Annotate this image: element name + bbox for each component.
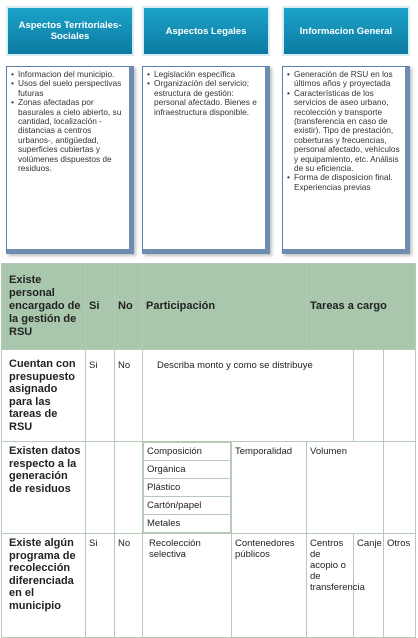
panel-list bbox=[11, 70, 126, 173]
question-recoleccion: Existe algún programa de recolección diferenciada en el municipio bbox=[2, 534, 86, 638]
header-no: No bbox=[115, 264, 143, 350]
question-personal: Existe personal encargado de la gestión de RSU bbox=[2, 264, 86, 350]
panel-title: Aspectos Legales bbox=[142, 6, 270, 56]
panel-informacion-general bbox=[282, 6, 410, 254]
list-item: • Informacion del municipio. bbox=[11, 70, 126, 79]
list-item: • Generación de RSU en los últimos años y proyectada bbox=[287, 70, 402, 89]
panel-body bbox=[6, 66, 134, 254]
panel-body bbox=[282, 66, 410, 254]
list-item: • Características de los servicios de aseo urbano, recolección y transporte (transferencia en caso de existir). Tipo de prestación, coberturas y frecuencias, personal afectado, vehículos y equipamiento, etc. Análisis de su eficiencia. bbox=[287, 89, 402, 174]
option-recoleccion-selectiva: Recolección selectiva bbox=[143, 534, 232, 638]
panel-aspectos-territoriales bbox=[6, 6, 134, 254]
panel-list bbox=[147, 70, 262, 117]
table-row bbox=[2, 442, 416, 534]
question-presupuesto: Cuentan con presupuesto asignado para las tareas de RSU bbox=[2, 350, 86, 442]
table-row bbox=[2, 350, 416, 442]
composicion-item: Metales bbox=[144, 515, 231, 533]
list-item: • Legislación específica bbox=[147, 70, 262, 79]
panel-title: Aspectos Territoriales- Sociales bbox=[6, 6, 134, 56]
panel-aspectos-legales bbox=[142, 6, 270, 254]
option-otros: Otros bbox=[384, 534, 416, 638]
list-item: • Forma de disposicion final. Experiencias previas bbox=[287, 173, 402, 192]
composicion-item: Plástico bbox=[144, 479, 231, 497]
option-canje: Canje bbox=[354, 534, 384, 638]
list-item: • Zonas afectadas por basurales a cielo abierto, su cantidad, localización -distancias a centros urbanos-, antigüedad, superficies cubiertas y volúmenes dispuestos de residuos. bbox=[11, 98, 126, 173]
table-row bbox=[2, 264, 416, 350]
list-item: • Usos del suelo perspectivas futuras bbox=[11, 79, 126, 98]
empty-cell bbox=[115, 442, 143, 534]
answer-si: Si bbox=[86, 350, 115, 442]
panel-title: Informacion General bbox=[282, 6, 410, 56]
panel-body bbox=[142, 66, 270, 254]
question-datos: Existen datos respecto a la generación de residuos bbox=[2, 442, 86, 534]
empty-cell bbox=[384, 350, 416, 442]
composicion-item: Orgánica bbox=[144, 461, 231, 479]
list-item: • Organización del servicio; estructura de gestión: personal afectado. Bienes e infraestructura disponible. bbox=[147, 79, 262, 117]
empty-cell bbox=[384, 442, 416, 534]
composicion-list bbox=[143, 442, 231, 533]
composicion-item: Composición bbox=[144, 443, 231, 461]
header-tareas: Tareas a cargo bbox=[307, 264, 416, 350]
temporalidad-cell: Temporalidad bbox=[232, 442, 307, 534]
composicion-item: Cartón/papel bbox=[144, 497, 231, 515]
answer-no: No bbox=[115, 350, 143, 442]
option-centros-acopio: Centros de acopio o de transferencia bbox=[307, 534, 354, 638]
header-participacion: Participación bbox=[143, 264, 307, 350]
empty-cell bbox=[354, 350, 384, 442]
answer-no: No bbox=[115, 534, 143, 638]
survey-table bbox=[1, 263, 416, 638]
answer-si: Si bbox=[86, 534, 115, 638]
empty-cell bbox=[86, 442, 115, 534]
budget-note: Describa monto y como se distribuye bbox=[143, 350, 354, 442]
header-si: Si bbox=[86, 264, 115, 350]
panel-list bbox=[287, 70, 402, 192]
composicion-cell bbox=[143, 442, 232, 534]
volumen-cell: Volumen bbox=[307, 442, 384, 534]
option-contenedores: Contenedores públicos bbox=[232, 534, 307, 638]
